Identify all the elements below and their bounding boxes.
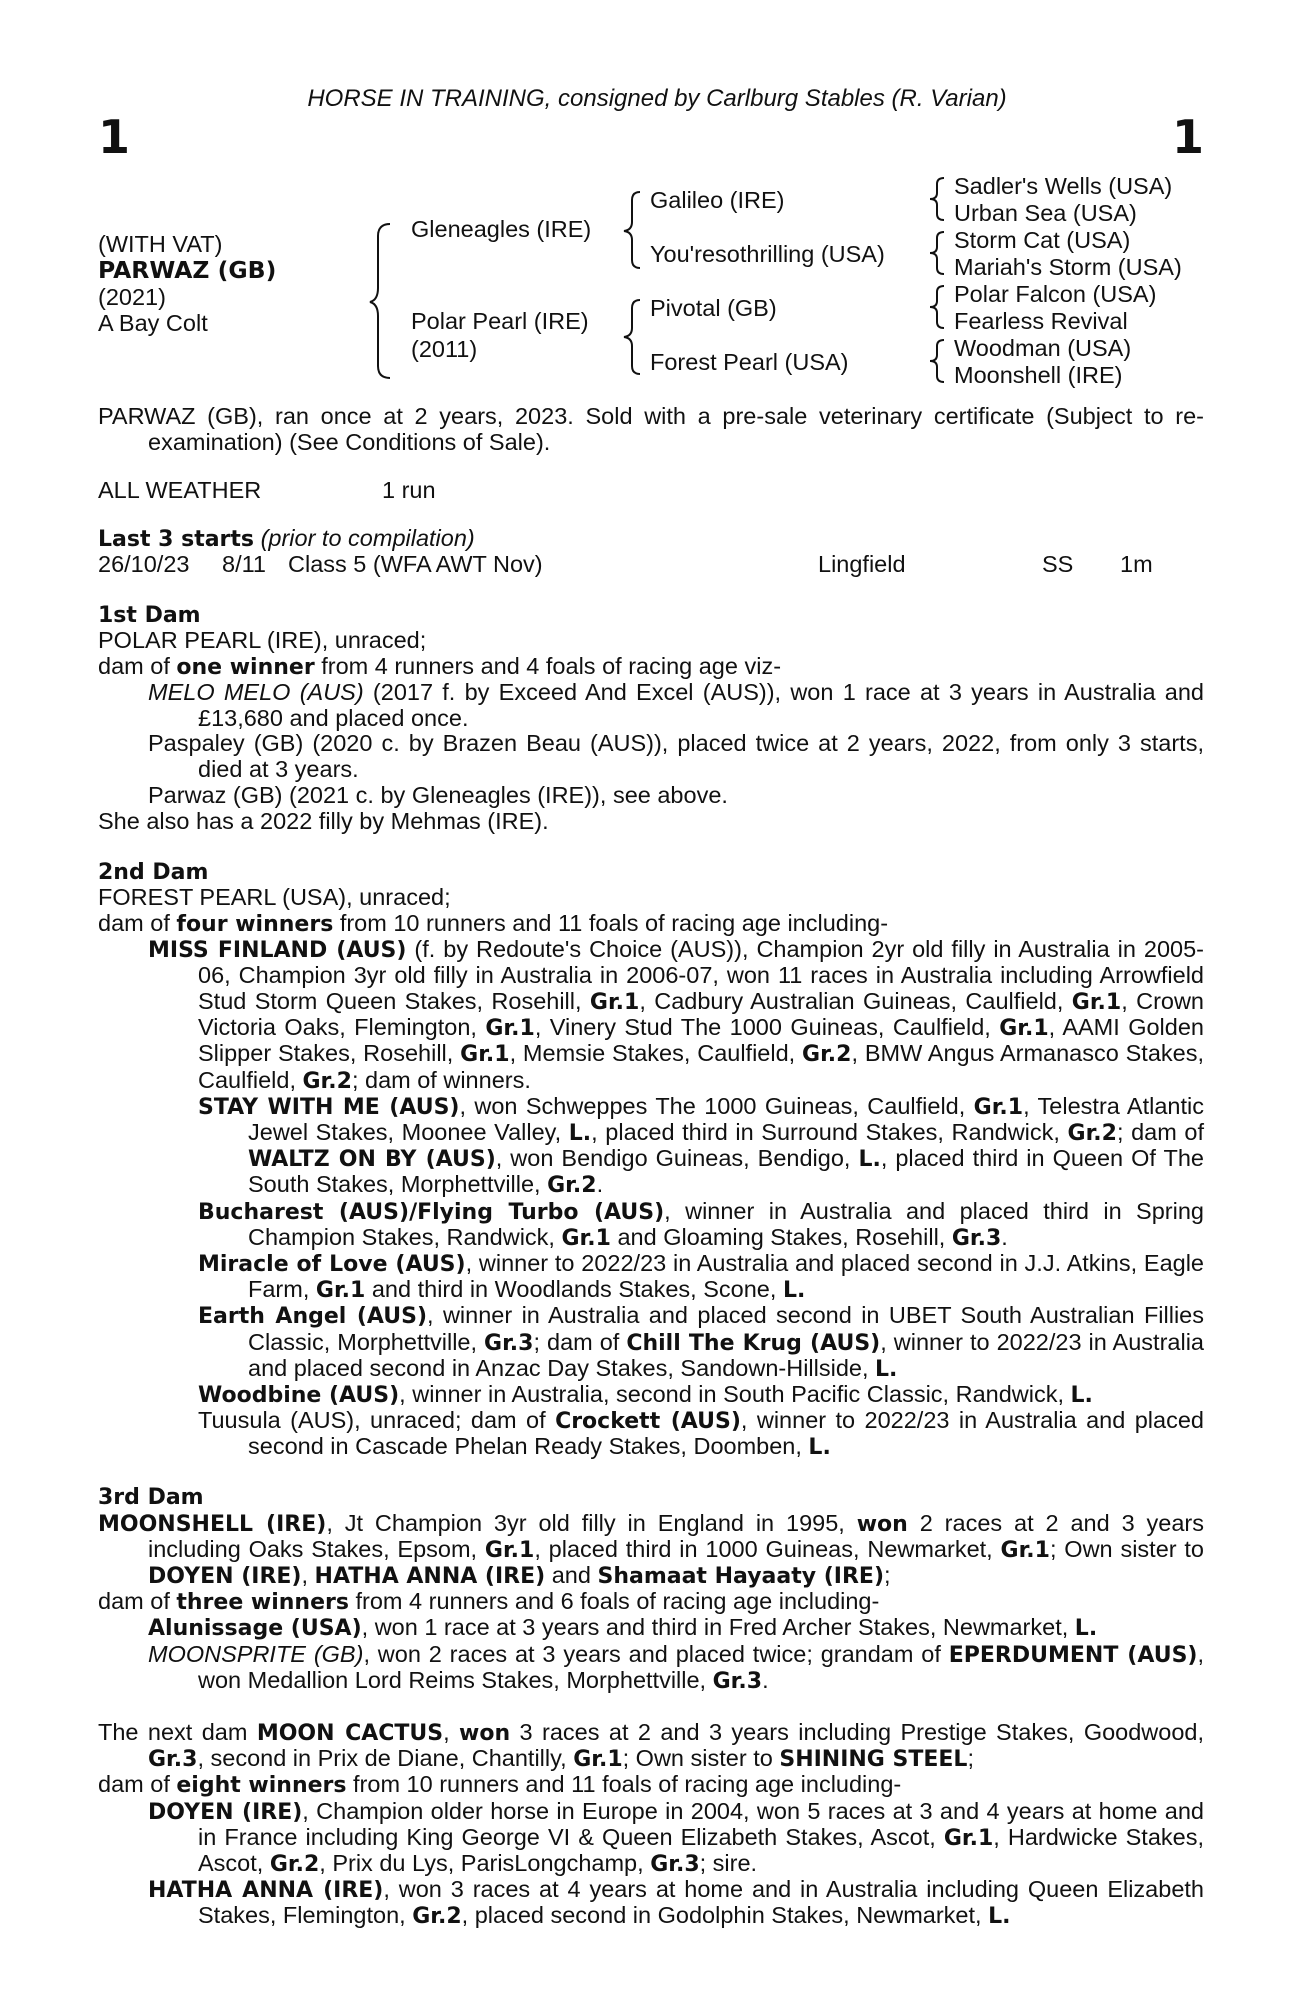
next-dam-produce: dam of eight winners from 10 runners and 11 foals of racing age including- bbox=[98, 1771, 902, 1799]
horse-description: A Bay Colt bbox=[98, 309, 208, 336]
dam2-subentry: Woodbine (AUS), winner in Australia, second in South Pacific Classic, Randwick, L. bbox=[198, 1380, 1093, 1408]
dam1-heading: 1st Dam bbox=[98, 602, 201, 628]
gen3-6: Fearless Revival bbox=[954, 308, 1128, 334]
dam2-produce: dam of four winners from 10 runners and 11 foals of racing age including- bbox=[98, 909, 889, 937]
dam3-line: MOONSHELL (IRE), Jt Champion 3yr old filly in England in 1995, won 2 races at 2 and 3 years including Oaks Stakes, Epsom, Gr.1, placed third in 1000 Guineas, Newmarket, Gr.1; Own sister to DOYEN (IRE), HATHA ANNA (IRE) and Shamaat Hayaaty (IRE); bbox=[98, 1509, 1205, 1590]
dam3-entry: MOONSPRITE (GB), won 2 races at 3 years and placed twice; grandam of EPERDUMENT (AUS), won Medallion Lord Reims Stakes, Morphettville, Gr.3. bbox=[148, 1640, 1204, 1694]
dam2-subentry: STAY WITH ME (AUS), won Schweppes The 1000 Guineas, Caulfield, Gr.1, Telestra Atlantic Jewel Stakes, Moonee Valley, L., placed third in Surround Stakes, Randwick, Gr.2; dam of WALTZ ON BY (AUS), won Bendigo Guineas, Bendigo, L., placed third in Queen Of The South Stakes, Morphettville, Gr.2. bbox=[198, 1092, 1204, 1199]
dam2-heading: 2nd Dam bbox=[98, 859, 209, 885]
sire-dam: You'resothrilling (USA) bbox=[650, 241, 885, 267]
pedigree-brace-main bbox=[370, 222, 392, 380]
last-starts-heading: Last 3 starts (prior to compilation) bbox=[98, 524, 475, 552]
all-weather-label: ALL WEATHER bbox=[98, 476, 262, 503]
gen3-7: Woodman (USA) bbox=[954, 335, 1132, 361]
gen3-2: Urban Sea (USA) bbox=[954, 200, 1137, 226]
horse-year: (2021) bbox=[98, 283, 166, 310]
dam2-subentry: Bucharest (AUS)/Flying Turbo (AUS), winner in Australia and placed third in Spring Champion Stakes, Randwick, Gr.1 and Gloaming Stakes, Rosehill, Gr.3. bbox=[198, 1197, 1204, 1251]
lot-number-right: 1 bbox=[1171, 110, 1204, 164]
gen3-8: Moonshell (IRE) bbox=[954, 362, 1123, 388]
dam1-entry: Paspaley (GB) (2020 c. by Brazen Beau (AUS)), placed twice at 2 years, 2022, from only 3 starts, died at 3 years. bbox=[148, 730, 1204, 783]
gen3-1: Sadler's Wells (USA) bbox=[954, 173, 1173, 199]
next-dam-entry: HATHA ANNA (IRE), won 3 races at 4 years at home and in Australia including Queen Elizabeth Stakes, Flemington, Gr.2, placed second in Godolphin Stakes, Newmarket, L. bbox=[148, 1876, 1204, 1930]
dam3-produce: dam of three winners from 4 runners and 6 foals of racing age including- bbox=[98, 1588, 880, 1616]
dam1-line: POLAR PEARL (IRE), unraced; bbox=[98, 626, 427, 653]
race-summary: PARWAZ (GB), ran once at 2 years, 2023. Sold with a pre-sale veterinary certificate (Subject to re-examination) (See Conditions of Sale). bbox=[98, 403, 1204, 455]
catalogue-content bbox=[98, 404, 1204, 1929]
page-header: HORSE IN TRAINING, consigned by Carlburg Stables (R. Varian) bbox=[307, 85, 1007, 112]
vat-note: (WITH VAT) bbox=[98, 231, 223, 257]
dam-dam: Forest Pearl (USA) bbox=[650, 349, 849, 375]
sire: Gleneagles (IRE) bbox=[411, 216, 592, 242]
dam3-heading: 3rd Dam bbox=[98, 1485, 204, 1511]
dam2-subentry: Miracle of Love (AUS), winner to 2022/23 in Australia and placed second in J.J. Atkins, Eagle Farm, Gr.1 and third in Woodlands Stakes, Scone, L. bbox=[198, 1249, 1204, 1304]
dam2-subentry: Tuusula (AUS), unraced; dam of Crockett (AUS), winner to 2022/23 in Australia and placed second in Cascade Phelan Ready Stakes, Doomben, L. bbox=[198, 1407, 1204, 1461]
gen3-5: Polar Falcon (USA) bbox=[954, 281, 1157, 307]
next-dam-entry: DOYEN (IRE), Champion older horse in Europe in 2004, won 5 races at 3 and 4 years at home and in France including King George VI & Queen Elizabeth Stakes, Ascot, Gr.1, Hardwicke Stakes, Ascot, Gr.2, Prix du Lys, ParisLongchamp, Gr.3; sire. bbox=[148, 1797, 1204, 1877]
dam3-entry: Alunissage (USA), won 1 race at 3 years and third in Fred Archer Stakes, Newmarket, L. bbox=[148, 1614, 1098, 1642]
dam: Polar Pearl (IRE) bbox=[411, 308, 589, 334]
dam2-line: FOREST PEARL (USA), unraced; bbox=[98, 884, 451, 911]
all-weather-record bbox=[98, 478, 1204, 504]
sire-sire: Galileo (IRE) bbox=[650, 187, 785, 213]
horse-name: PARWAZ (GB) bbox=[98, 256, 277, 285]
all-weather-value: 1 run bbox=[382, 476, 436, 503]
pedigree-brace-g3-3 bbox=[930, 284, 946, 330]
gen3-3: Storm Cat (USA) bbox=[954, 227, 1131, 253]
dam1-produce: dam of one winner from 4 runners and 4 foals of racing age viz- bbox=[98, 652, 782, 680]
pedigree-brace-sire bbox=[624, 190, 642, 270]
lot-number-left: 1 bbox=[98, 110, 131, 164]
next-dam-line: The next dam MOON CACTUS, won 3 races at 2 and 3 years including Prestige Stakes, Goodwood, Gr.3, second in Prix de Diane, Chantilly, Gr.1; Own sister to SHINING STEEL; bbox=[98, 1718, 1205, 1773]
dam1-entry: Parwaz (GB) (2021 c. by Gleneagles (IRE)), see above. bbox=[148, 782, 728, 809]
dam1-entry: MELO MELO (AUS) (2017 f. by Exceed And Excel (AUS)), won 1 race at 3 years in Australia and £13,680 and placed once. bbox=[148, 678, 1204, 731]
last-start-row: 26/10/23 8/11 Class 5 (WFA AWT Nov) Lingfield SS 1m bbox=[98, 550, 1153, 577]
pedigree-brace-dam bbox=[624, 298, 642, 376]
horse-info bbox=[98, 231, 276, 336]
gen3-4: Mariah's Storm (USA) bbox=[954, 254, 1182, 280]
pedigree-brace-g3-4 bbox=[930, 338, 946, 384]
dam1-note: She also has a 2022 filly by Mehmas (IRE). bbox=[98, 808, 549, 834]
dam-sire: Pivotal (GB) bbox=[650, 295, 777, 321]
dam2-subentry: Earth Angel (AUS), winner in Australia and placed second in UBET South Australian Fillies Classic, Morphettville, Gr.3; dam of Chill The Krug (AUS), winner to 2022/23 in Australia and placed second in Anzac Day Stakes, Sandown-Hillside, L. bbox=[198, 1302, 1204, 1382]
dam2-entry-miss-finland: MISS FINLAND (AUS) (f. by Redoute's Choice (AUS)), Champion 2yr old filly in Australia in 2005-06, Champion 3yr old filly in Australia in 2006-07, won 11 races in Australia including Arrowfield Stud Storm Queen Stakes, Rosehill, Gr.1, Cadbury Australian Guineas, Caulfield, Gr.1, Crown Victoria Oaks, Flemington, Gr.1, Vinery Stud The 1000 Guineas, Caulfield, Gr.1, AAMI Golden Slipper Stakes, Rosehill, Gr.1, Memsie Stakes, Caulfield, Gr.2, BMW Angus Armanasco Stakes, Caulfield, Gr.2; dam of winners. bbox=[148, 936, 1205, 1094]
pedigree-brace-g3-1 bbox=[930, 176, 946, 222]
dam-year: (2011) bbox=[411, 336, 478, 362]
pedigree-brace-g3-2 bbox=[930, 230, 946, 276]
